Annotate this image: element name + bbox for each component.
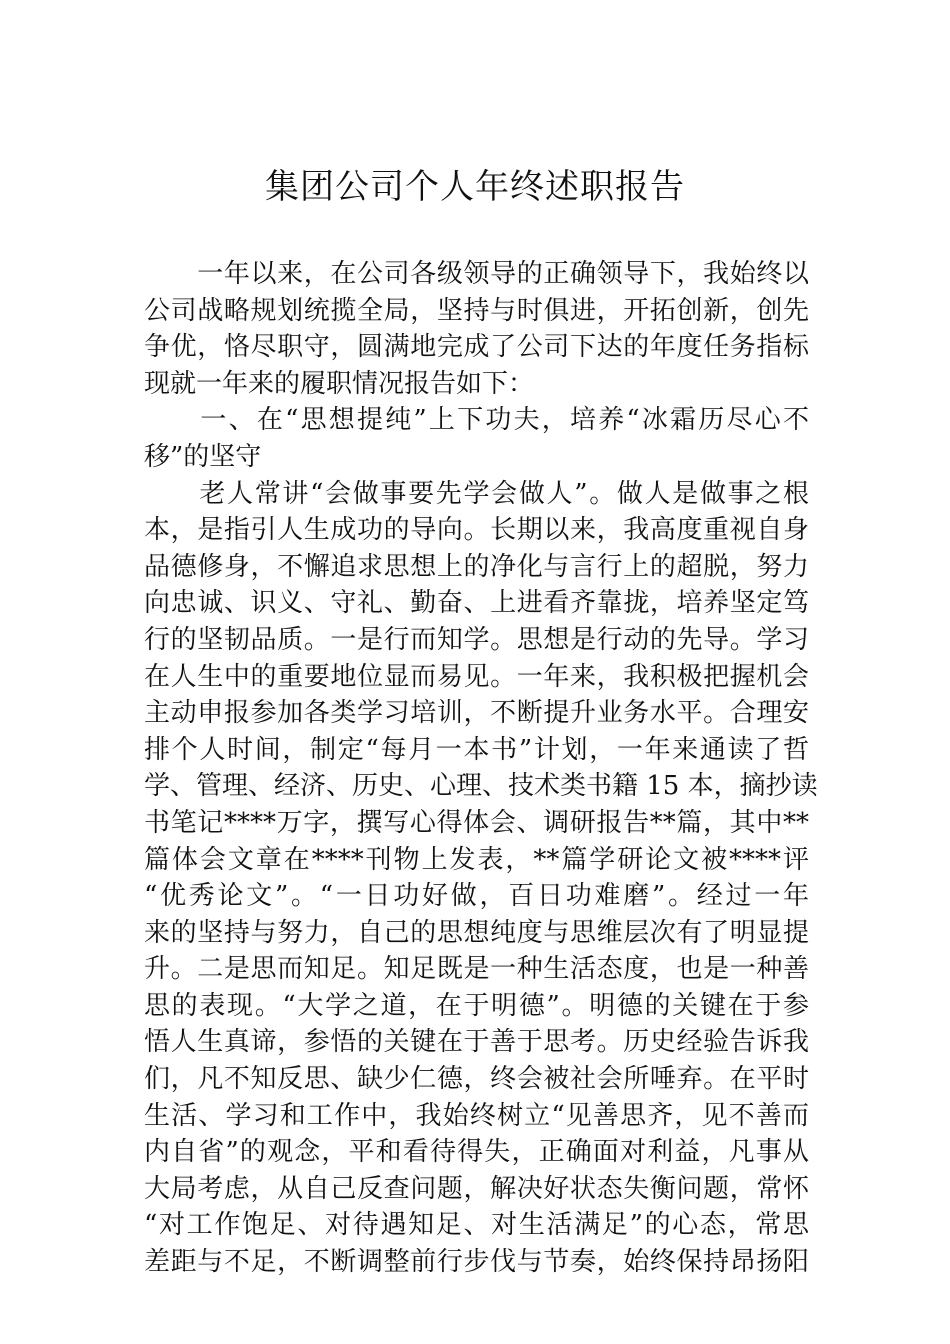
body-line: 差距与不足，不断调整前行步伐与节奏，始终保持昂扬阳 bbox=[144, 1247, 809, 1278]
body-line: 内自省”的观念，平和看待得失，正确面对利益，凡事从 bbox=[144, 1137, 809, 1168]
body-line: 来的坚持与努力，自己的思想纯度与思维层次有了明显提 bbox=[144, 917, 809, 948]
body-line: 生活、学习和工作中，我始终树立“见善思齐，见不善而 bbox=[144, 1100, 809, 1131]
body-line: 主动申报参加各类学习培训，不断提升业务水平。合理安 bbox=[144, 698, 809, 729]
body-line: 学、管理、经济、历史、心理、技术类书籍 15 本，摘抄读 bbox=[144, 771, 818, 802]
body-line: 在人生中的重要地位显而易见。一年来，我积极把握机会 bbox=[144, 661, 809, 692]
body-line: 品德修身，不懈追求思想上的净化与言行上的超脱，努力 bbox=[144, 551, 809, 582]
body-line: 思的表现。“大学之道，在于明德”。明德的关键在于参 bbox=[144, 990, 809, 1021]
body-line: 一年以来，在公司各级领导的正确领导下，我始终以 bbox=[144, 259, 809, 289]
body-line: 本，是指引人生成功的导向。长期以来，我高度重视自身 bbox=[144, 515, 809, 546]
body-line: 悟人生真谛，参悟的关键在于善于思考。历史经验告诉我 bbox=[144, 1027, 809, 1058]
body-line: “优秀论文”。“一日功好做，百日功难磨”。经过一年 bbox=[144, 881, 809, 912]
body-line: 一、在“思想提纯”上下功夫，培养“冰霜历尽心不 bbox=[144, 405, 809, 436]
body-line: 移”的坚守 bbox=[144, 441, 262, 472]
body-line: 向忠诚、识义、守礼、勤奋、上进看齐靠拢，培养坚定笃 bbox=[144, 588, 809, 619]
body-line: 争优，恪尽职守，圆满地完成了公司下达的年度任务指标 bbox=[144, 332, 809, 363]
document-body bbox=[144, 256, 818, 1281]
body-line: 大局考虑，从自己反查问题，解决好状态失衡问题，常怀 bbox=[144, 1173, 809, 1204]
document-title: 集团公司个人年终述职报告 bbox=[265, 167, 685, 207]
body-line: 书笔记****万字，撰写心得体会、调研报告**篇，其中** bbox=[144, 807, 809, 838]
body-line: 现就一年来的履职情况报告如下： bbox=[144, 368, 535, 399]
body-line: 们，凡不知反思、缺少仁德，终会被社会所唾弃。在平时 bbox=[144, 1064, 809, 1095]
body-line: 升。二是思而知足。知足既是一种生活态度，也是一种善 bbox=[144, 954, 809, 985]
body-line: “对工作饱足、对待遇知足、对生活满足”的心态，常思 bbox=[144, 1210, 809, 1241]
body-line: 行的坚韧品质。一是行而知学。思想是行动的先导。学习 bbox=[144, 624, 809, 655]
body-line: 篇体会文章在****刊物上发表，**篇学研论文被****评 bbox=[144, 844, 809, 875]
body-line: 公司战略规划统揽全局，坚持与时俱进，开拓创新，创先 bbox=[144, 295, 809, 326]
body-line: 排个人时间，制定“每月一本书”计划，一年来通读了哲 bbox=[144, 734, 809, 765]
body-line: 老人常讲“会做事要先学会做人”。做人是做事之根 bbox=[144, 478, 809, 509]
